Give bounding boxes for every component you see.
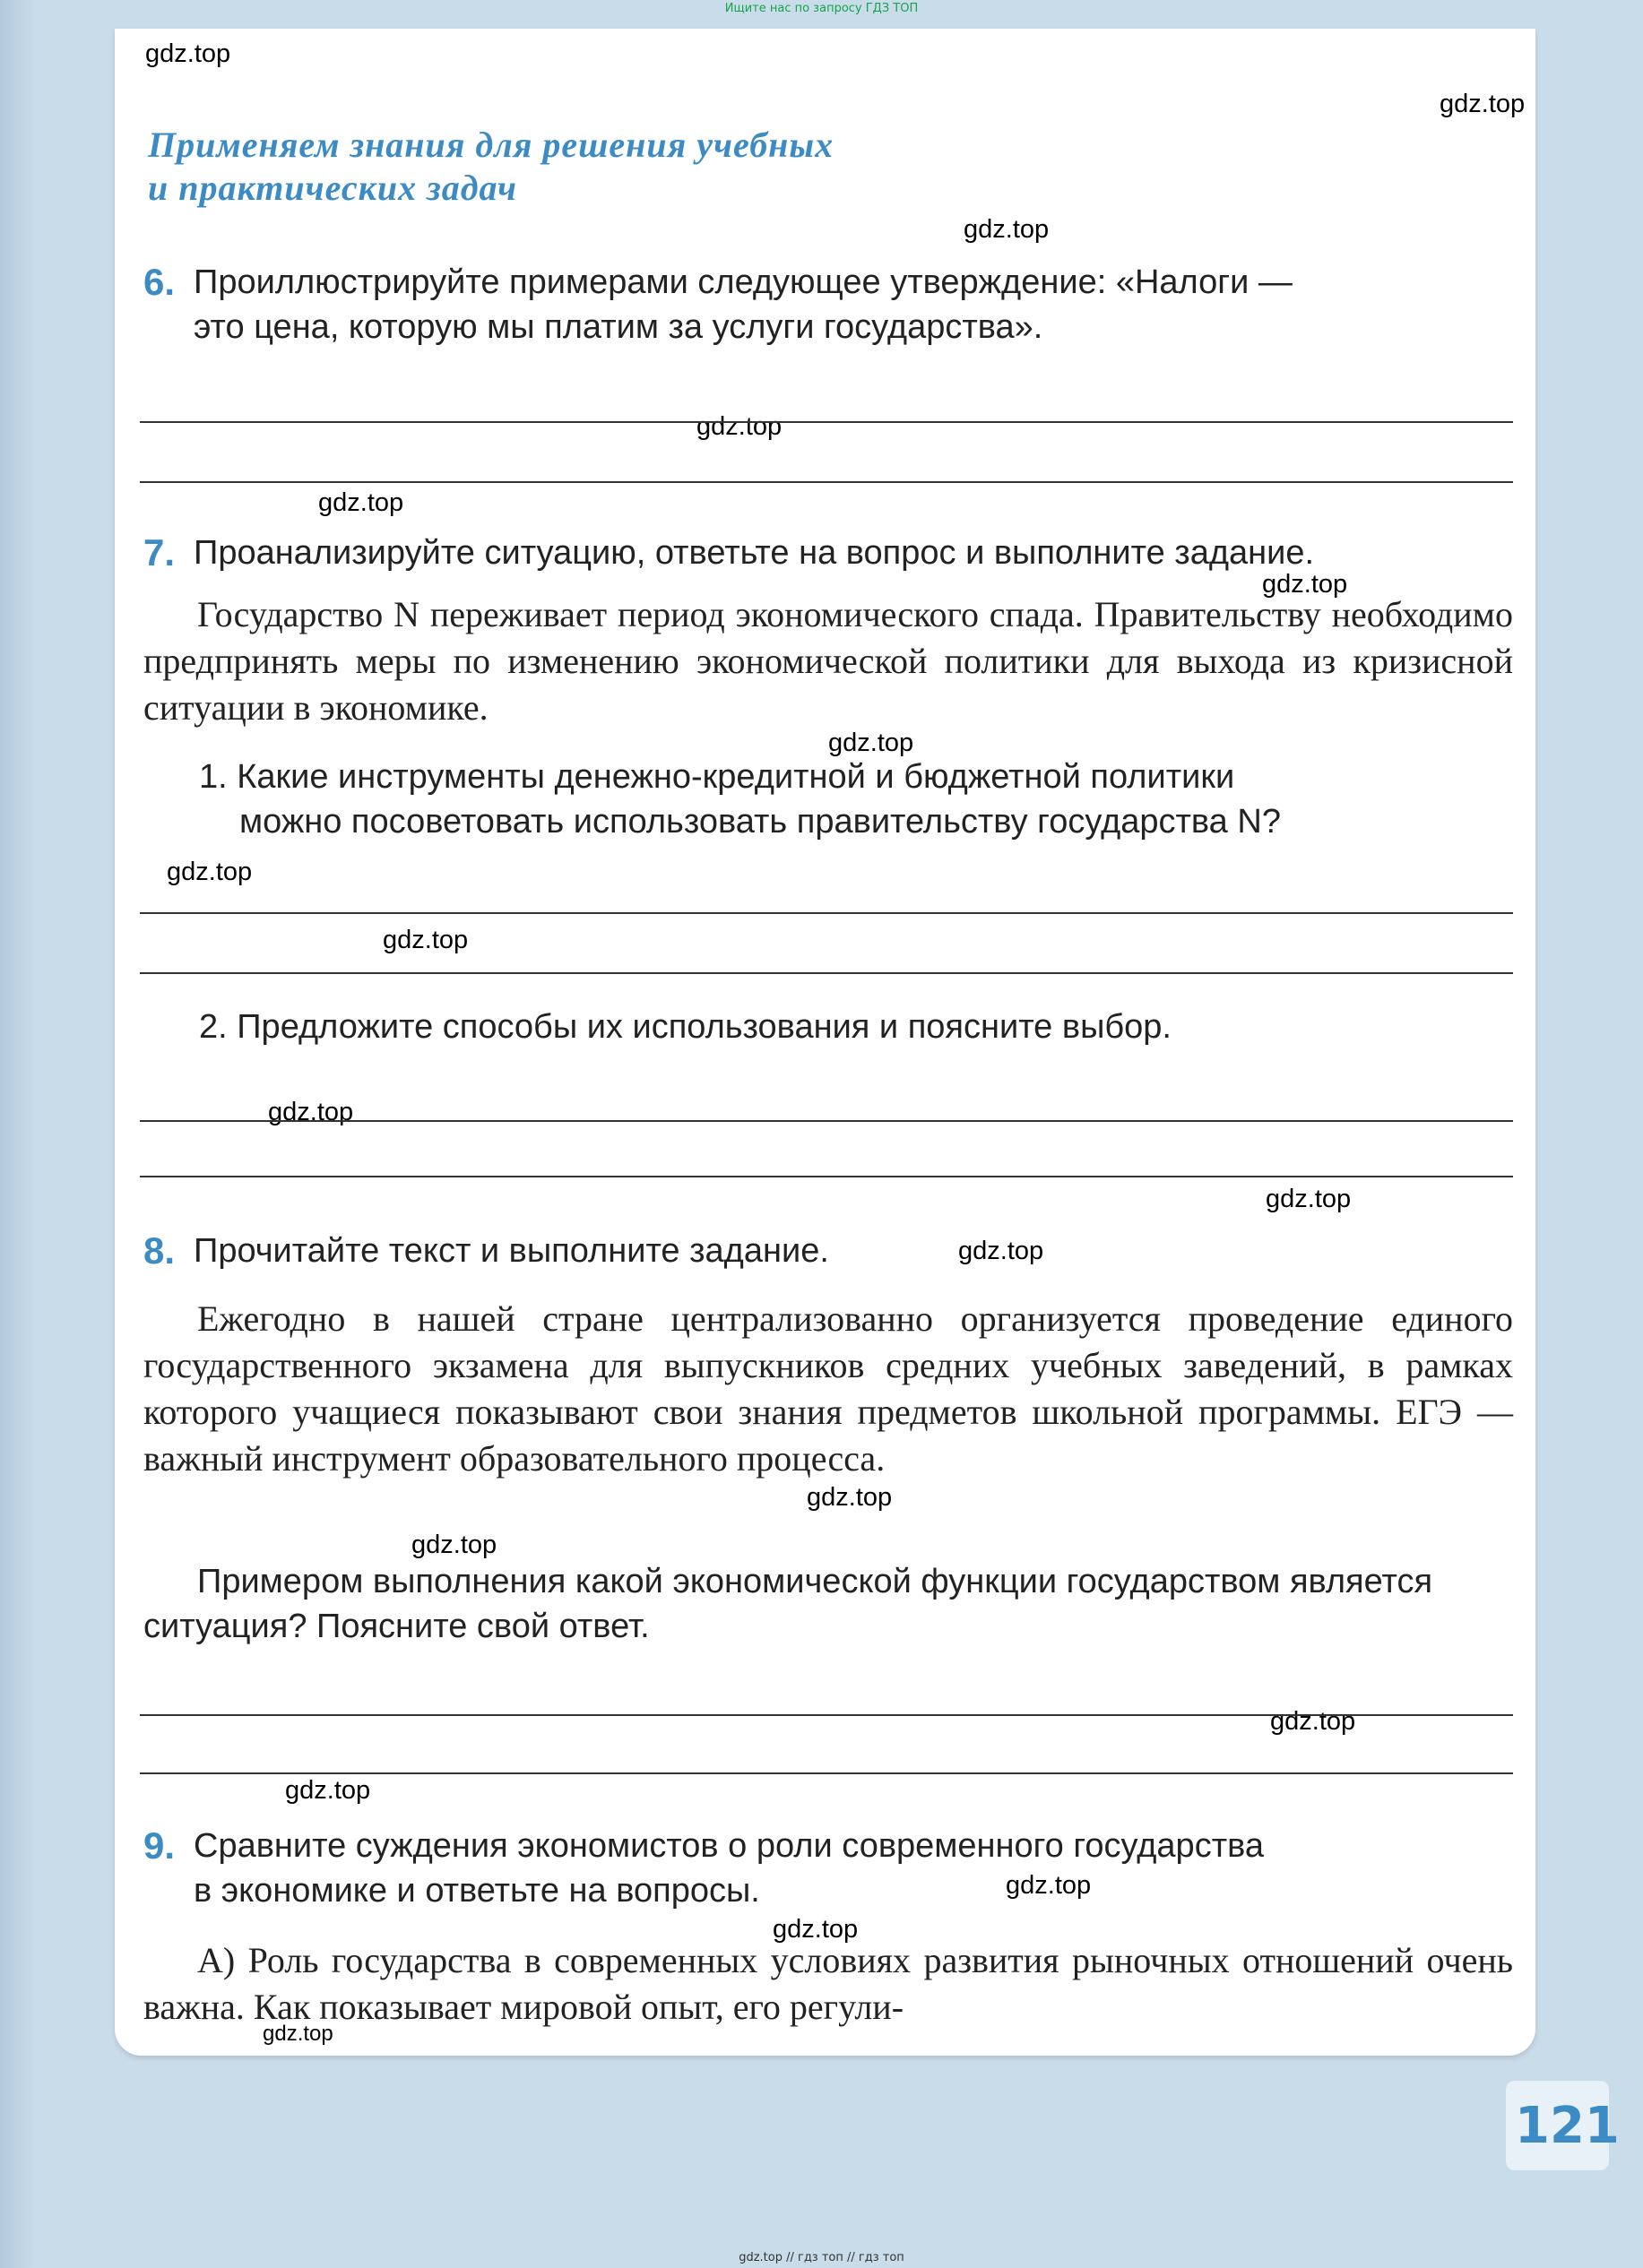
task-text: это цена, которую мы платим за услуги государства». bbox=[194, 308, 1043, 346]
answer-line[interactable] bbox=[140, 1772, 1513, 1774]
answer-line[interactable] bbox=[140, 912, 1513, 914]
question-text: 1. Какие инструменты денежно-кредитной и бюджетной политики bbox=[199, 758, 1235, 796]
watermark-label: gdz.top bbox=[167, 858, 253, 886]
section-heading-line: и практических задач bbox=[148, 168, 518, 208]
task-8 bbox=[143, 1229, 1040, 1273]
judgement-a-text: А) Роль государства в современных условиях развития рыночных отношений очень важна. Как показывает мировой опыт, его регули- bbox=[143, 1940, 1513, 2027]
answer-line[interactable] bbox=[140, 421, 1513, 423]
task-6 bbox=[143, 260, 1524, 349]
watermark-label: gdz.top bbox=[268, 1098, 354, 1126]
page-edge bbox=[0, 0, 36, 2268]
task-text: Сравните суждения экономистов о роли современного государства bbox=[194, 1827, 1264, 1865]
task-text: в экономике и ответьте на вопросы. bbox=[194, 1872, 760, 1910]
watermark-label: gdz.top bbox=[285, 1776, 371, 1805]
watermark-label: gdz.top bbox=[383, 926, 469, 954]
question-2: 2. Предложите способы их использования и поясните выбор. bbox=[199, 1008, 1172, 1046]
answer-line[interactable] bbox=[140, 1120, 1513, 1122]
watermark-label: gdz.top bbox=[964, 215, 1050, 244]
task-9 bbox=[143, 1824, 1524, 1913]
page-number: 121 bbox=[1515, 2097, 1620, 2155]
question-text: можно посоветовать использовать правительству государства N? bbox=[239, 803, 1281, 841]
task-text: Прочитайте текст и выполните задание. bbox=[194, 1232, 829, 1270]
watermark-label: gdz.top bbox=[773, 1915, 859, 1944]
watermark-label: gdz.top bbox=[1262, 570, 1348, 599]
exam-text: Ежегодно в нашей стране централизованно организуется проведение единого государственного экзамена для выпускников средних учебных заведений, в рамках которого учащиеся показывают свои знания предметов школьной программы. ЕГЭ — важный инструмент образовательного процесса. bbox=[143, 1298, 1513, 1479]
watermark-label: gdz.top bbox=[807, 1483, 893, 1512]
watermark-label: gdz.top bbox=[696, 412, 783, 441]
watermark-label: gdz.top bbox=[1266, 1185, 1352, 1213]
situation-text: Государство N переживает период экономического спада. Правительству необходимо предпринять меры по изменению экономической политики для выхода из кризисной ситуации в экономике. bbox=[143, 594, 1513, 728]
watermark-label: gdz.top bbox=[958, 1237, 1044, 1265]
watermark-label: gdz.top bbox=[318, 488, 404, 517]
answer-line[interactable] bbox=[140, 1176, 1513, 1177]
watermark-bottom: gdz.top // гдз топ // гдз топ bbox=[739, 2251, 904, 2264]
task-text: Проиллюстрируйте примерами следующее утверждение: «Налоги — bbox=[194, 263, 1293, 301]
watermark-label: gdz.top bbox=[411, 1531, 497, 1559]
question-1 bbox=[199, 755, 1517, 844]
task-number: 8. bbox=[143, 1229, 176, 1272]
answer-line[interactable] bbox=[140, 1714, 1513, 1716]
answer-line[interactable] bbox=[140, 972, 1513, 974]
watermark-label: gdz.top bbox=[145, 39, 231, 68]
task-number: 6. bbox=[143, 261, 176, 303]
watermark-label: gdz.top bbox=[1006, 1871, 1092, 1900]
section-heading bbox=[148, 124, 1313, 210]
watermark-top: Ищите нас по запросу ГДЗ ТОП bbox=[724, 2, 919, 15]
task-7 bbox=[143, 530, 1524, 575]
watermark-label: gdz.top bbox=[828, 729, 914, 757]
task-8-question: Примером выполнения какой экономической функции государством является ситуация? Поясните свой ответ. bbox=[143, 1563, 1433, 1645]
task-text: Проанализируйте ситуацию, ответьте на вопрос и выполните задание. bbox=[194, 534, 1315, 572]
answer-line[interactable] bbox=[140, 481, 1513, 483]
watermark-label: gdz.top bbox=[1440, 90, 1526, 118]
task-number: 7. bbox=[143, 531, 176, 573]
task-number: 9. bbox=[143, 1824, 176, 1867]
watermark-label: gdz.top bbox=[263, 2022, 333, 2046]
watermark-label: gdz.top bbox=[1270, 1707, 1356, 1736]
section-heading-line: Применяем знания для решения учебных bbox=[148, 125, 834, 165]
